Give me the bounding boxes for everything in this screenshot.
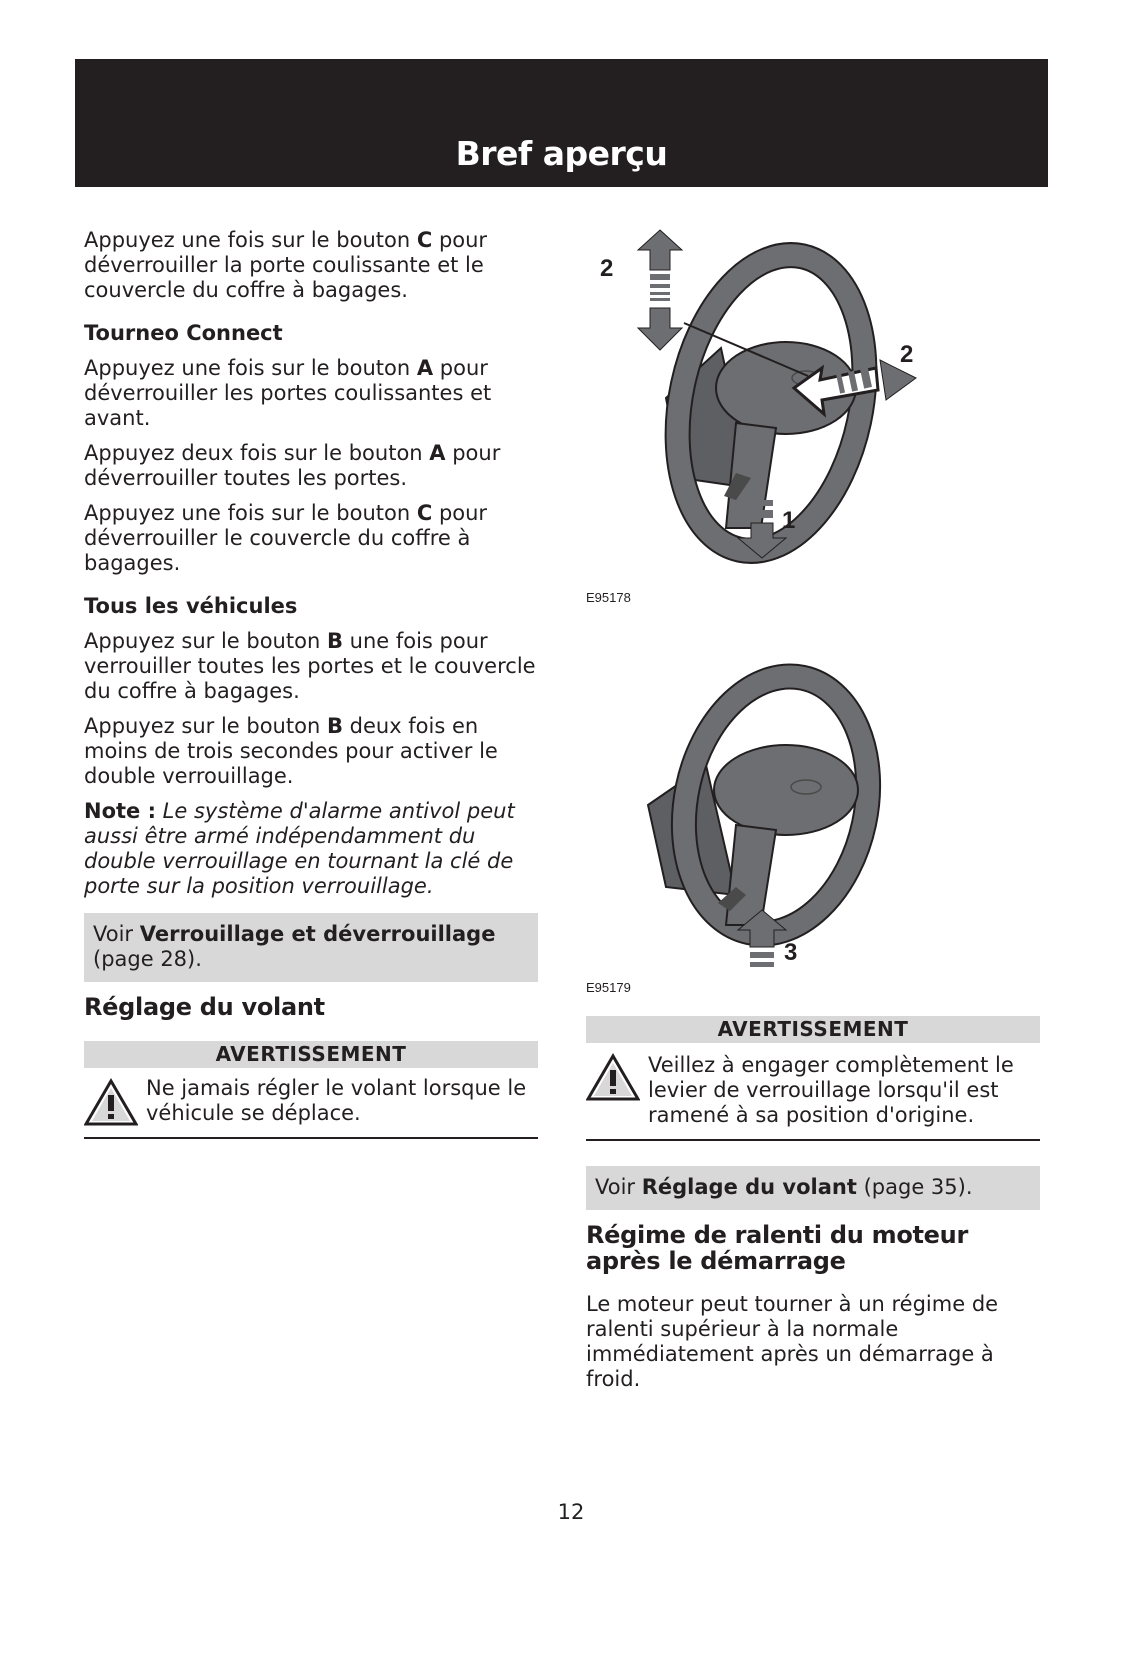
- paragraph-unlock-c-once: Appuyez une fois sur le bouton C pour déverrouiller le couvercle du coffre à bagages.: [84, 501, 488, 575]
- figure1-label-2-vertical: 2: [600, 255, 614, 282]
- warning-triangle-icon: [586, 1053, 640, 1101]
- left-column: [84, 228, 538, 1139]
- steering-wheel-adjust-illustration: [586, 228, 986, 588]
- paragraph-unlock-c: Appuyez une fois sur le bouton C pour déverrouiller la porte coulissante et le couvercle du coffre à bagages.: [84, 228, 488, 302]
- warning-text: Ne jamais régler le volant lorsque le véhicule se déplace.: [146, 1076, 527, 1125]
- figure2-id: E95179: [586, 980, 631, 995]
- page-number: 12: [557, 1500, 585, 1524]
- chapter-header: [75, 59, 1048, 187]
- warning-text-right: Veillez à engager complètement le levier de verrouillage lorsqu'il est ramené à sa position d'origine.: [648, 1053, 1014, 1127]
- section-title-steering: Réglage du volant: [84, 993, 325, 1021]
- warning-body-right: [586, 1043, 1040, 1141]
- paragraph-unlock-a-once: Appuyez une fois sur le bouton A pour déverrouiller les portes coulissantes et avant.: [84, 356, 492, 430]
- right-column-text: [586, 1016, 1040, 1392]
- cross-reference-box[interactable]: Voir Verrouillage et déverrouillage (page 28).: [84, 913, 538, 982]
- figure2-label-3: 3: [784, 939, 798, 966]
- note-paragraph: Note : Le système d'alarme antivol peut aussi être armé indépendamment du double verrouillage en tournant la clé de porte sur la position verrouillage.: [84, 799, 515, 898]
- figure1-label-2-side: 2: [900, 341, 914, 368]
- warning-block-right: [586, 1016, 1040, 1141]
- warning-title-right: AVERTISSEMENT: [586, 1016, 1040, 1043]
- section-title-idle: Régime de ralenti du moteur après le démarrage: [586, 1221, 968, 1275]
- paragraph-idle-speed: Le moteur peut tourner à un régime de ralenti supérieur à la normale immédiatement après un démarrage à froid.: [586, 1292, 999, 1391]
- cross-reference-link[interactable]: Verrouillage et déverrouillage: [139, 922, 496, 946]
- subheading-tous-les-vehicules: Tous les véhicules: [84, 594, 298, 618]
- cross-reference-box-right[interactable]: Voir Réglage du volant (page 35).: [586, 1166, 1040, 1210]
- chapter-title: Bref aperçu: [455, 134, 668, 173]
- warning-body: [84, 1068, 538, 1139]
- paragraph-lock-b-twice: Appuyez sur le bouton B deux fois en moins de trois secondes pour activer le double verrouillage.: [84, 714, 498, 788]
- subheading-tourneo-connect: Tourneo Connect: [84, 321, 283, 345]
- figure1-label-1: 1: [782, 507, 796, 534]
- steering-wheel-locked-illustration: [586, 655, 986, 975]
- figure1-id: E95178: [586, 590, 631, 605]
- paragraph-lock-b-once: Appuyez sur le bouton B une fois pour verrouiller toutes les portes et le couvercle du coffre à bagages.: [84, 629, 536, 703]
- warning-block: [84, 1041, 538, 1139]
- warning-title: AVERTISSEMENT: [84, 1041, 538, 1068]
- paragraph-unlock-a-twice: Appuyez deux fois sur le bouton A pour déverrouiller toutes les portes.: [84, 441, 501, 490]
- cross-reference-link-right[interactable]: Réglage du volant: [641, 1175, 857, 1199]
- warning-triangle-icon: [84, 1078, 138, 1126]
